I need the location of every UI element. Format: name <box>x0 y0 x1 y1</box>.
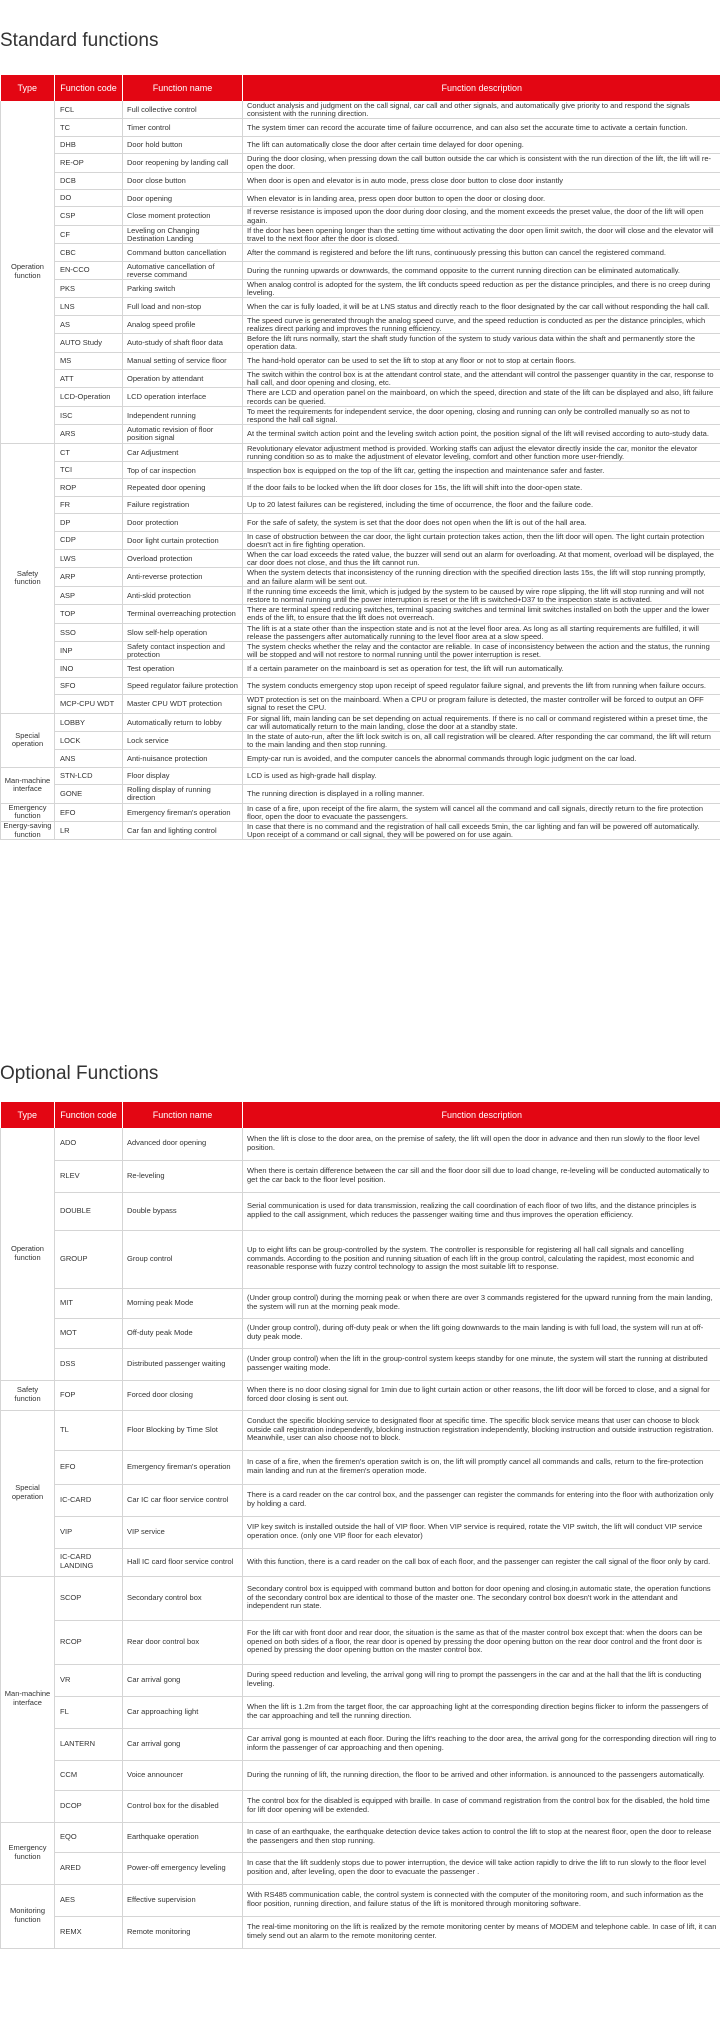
table-row <box>1 496 720 513</box>
cell-function-name: LCD operation interface <box>123 388 243 406</box>
cell-function-description: The lift can automatically close the door after certain time delayed for door opening. <box>243 136 720 153</box>
cell-function-name: Slow self-help operation <box>123 623 243 641</box>
optional-functions-table <box>0 1102 720 1949</box>
cell-type: Emergency function <box>1 803 55 821</box>
cell-function-description: Car arrival gong is mounted at each floor. During the lift's reaching to the door area, the arrival gong for the corresponding direction will ring to inform the passenger of car approaching and then opening. <box>243 1728 720 1760</box>
cell-function-name: Independent running <box>123 406 243 424</box>
cell-function-code: RLEV <box>55 1160 123 1192</box>
cell-function-name: Operation by attendant <box>123 369 243 387</box>
cell-function-description: In case that there is no command and the registration of hall call exceeds 5min, the car lighting and fan will be powered off automatically. Upon receipt of a command or call signal, they will be powered on for use again. <box>243 822 720 840</box>
cell-function-name: Anti-nuisance protection <box>123 750 243 767</box>
cell-function-name: Floor display <box>123 767 243 784</box>
table-row <box>1 803 720 821</box>
cell-type: Safety function <box>1 1380 55 1410</box>
cell-function-description: Up to eight lifts can be group-controlled by the system. The controller is responsible for registering all hall call signals and cancelling commands. According to the position and running situation of each lift in the group control, calculating the rapidest, most economic and reasonable response with fuzzy control technology to assign the most suitable lift to response. <box>243 1230 720 1288</box>
cell-function-name: Parking switch <box>123 279 243 297</box>
cell-function-description: Secondary control box is equipped with command button and botton for door opening and closing,in automatic state, the operation functions of the secondary control box are identical to those of the master one. The secondary control box doesn't work in the attendant and independent run state. <box>243 1576 720 1620</box>
cell-function-description: There are LCD and operation panel on the mainboard, on which the speed, direction and state of the lift can be displayed and also, lift failure records can be queried. <box>243 388 720 406</box>
table-row <box>1 1664 720 1696</box>
optional-functions-title: Optional Functions <box>0 1063 159 1084</box>
cell-function-code: TC <box>55 119 123 136</box>
cell-function-description: If the door has been opening longer than the setting time without activating the door open limit switch, the door will close and the elevator will travel to the next floor after the door is closed. <box>243 225 720 243</box>
cell-function-code: DSS <box>55 1348 123 1380</box>
cell-function-description: If the running time exceeds the limit, which is judged by the system to be caused by wire rope slipping, the lift will stop running and will not restore to normal running until the power interruption is reset or the lift is switched+D37 to the inspection state is activated. <box>243 586 720 604</box>
table-row <box>1 1410 720 1450</box>
table-row <box>1 1288 720 1318</box>
cell-function-name: Repeated door opening <box>123 479 243 496</box>
cell-type: Operation function <box>1 101 55 443</box>
cell-function-code: CSP <box>55 207 123 225</box>
cell-function-description: When the lift is close to the door area, on the premise of safety, the lift will open the door in advance and then run slowly to the floor level position. <box>243 1128 720 1160</box>
cell-function-code: MOT <box>55 1318 123 1348</box>
cell-function-name: Distributed passenger waiting <box>123 1348 243 1380</box>
cell-function-code: DOUBLE <box>55 1192 123 1230</box>
cell-function-description: The system conducts emergency stop upon receipt of speed regulator failure signal, and prevents the lift from running when failure occurs. <box>243 677 720 694</box>
cell-function-code: CF <box>55 225 123 243</box>
cell-function-code: AES <box>55 1884 123 1916</box>
cell-function-description: WDT protection is set on the mainboard. When a CPU or program failure is detected, the master controller will be forced to output an OFF signal to reset the CPU. <box>243 695 720 713</box>
table-row <box>1 1230 720 1288</box>
cell-function-code: DCOP <box>55 1790 123 1822</box>
cell-function-name: Control box for the disabled <box>123 1790 243 1822</box>
table-row <box>1 1516 720 1548</box>
cell-function-description: Empty-car run is avoided, and the computer cancels the abnormal commands through logic judgment on the car load. <box>243 750 720 767</box>
cell-function-name: Automatic revision of floor position signal <box>123 425 243 443</box>
table-row <box>1 244 720 261</box>
table-row <box>1 406 720 424</box>
cell-function-description: Inspection box is equipped on the top of the lift car, getting the inspection and maintenance safer and faster. <box>243 462 720 479</box>
cell-function-code: LWS <box>55 549 123 567</box>
header-type: Type <box>1 75 55 101</box>
cell-function-code: ATT <box>55 369 123 387</box>
cell-type: Special operation <box>1 713 55 767</box>
table-row <box>1 462 720 479</box>
cell-function-code: ARP <box>55 568 123 586</box>
table-row <box>1 514 720 531</box>
cell-function-name: Anti-skid protection <box>123 586 243 604</box>
cell-function-name: Car approaching light <box>123 1696 243 1728</box>
cell-function-code: EFO <box>55 803 123 821</box>
cell-function-description: (Under group control) during the morning peak or when there are over 3 commands registered for the upward running from the main landing, the system will run at the morning peak mode. <box>243 1288 720 1318</box>
cell-function-description: If a certain parameter on the mainboard is set as operation for test, the lift will run automatically. <box>243 660 720 677</box>
table-row <box>1 479 720 496</box>
cell-function-code: EQO <box>55 1822 123 1852</box>
cell-function-code: FCL <box>55 101 123 119</box>
cell-function-code: SCOP <box>55 1576 123 1620</box>
cell-function-description: In the state of auto-run, after the lift lock switch is on, all call registration will be cleared. After responding the car command, the lift will return to the main landing and then stop running. <box>243 732 720 750</box>
cell-function-code: VR <box>55 1664 123 1696</box>
cell-function-name: Full load and non-stop <box>123 298 243 315</box>
cell-function-name: Group control <box>123 1230 243 1288</box>
cell-function-name: Door close button <box>123 172 243 189</box>
cell-function-description: With RS485 communication cable, the control system is connected with the computer of the monitoring room, and such information as the floor position, running direction, and failure status of the lift is monitored through monitoring software. <box>243 1884 720 1916</box>
cell-function-code: ADO <box>55 1128 123 1160</box>
cell-function-name: Double bypass <box>123 1192 243 1230</box>
table-row <box>1 713 720 731</box>
cell-function-name: Rolling display of running direction <box>123 785 243 803</box>
cell-function-name: Door protection <box>123 514 243 531</box>
cell-function-description: Conduct the specific blocking service to designated floor at specific time. The specific block service means that user can choose to block outside call registration independently, blocking instruction registration independently, blocking instruction and outside instruction registration. Meanwhile, user can also choose not to block. <box>243 1410 720 1450</box>
table-row <box>1 750 720 767</box>
table-row <box>1 1348 720 1380</box>
cell-function-name: Speed regulator failure protection <box>123 677 243 694</box>
cell-type: Energy-saving function <box>1 822 55 840</box>
cell-function-code: MIT <box>55 1288 123 1318</box>
cell-function-name: Timer control <box>123 119 243 136</box>
cell-function-description: When the car is fully loaded, it will be at LNS status and directly reach to the floor designated by the car call without responding the hall call. <box>243 298 720 315</box>
cell-function-code: INP <box>55 642 123 660</box>
table-row <box>1 1318 720 1348</box>
cell-function-code: DO <box>55 189 123 206</box>
cell-function-code: LOBBY <box>55 713 123 731</box>
table-row <box>1 767 720 784</box>
table-row <box>1 189 720 206</box>
table-row <box>1 732 720 750</box>
table-row <box>1 642 720 660</box>
cell-function-name: Rear door control box <box>123 1620 243 1664</box>
cell-function-description: There are terminal speed reducing switches, terminal spacing switches and terminal limit switches installed on both the upper and the lower ends of the lift, to ensure that the lift does not overreach. <box>243 605 720 623</box>
table-row <box>1 1822 720 1852</box>
cell-function-code: ROP <box>55 479 123 496</box>
table-row <box>1 388 720 406</box>
table-row <box>1 1790 720 1822</box>
cell-function-name: Earthquake operation <box>123 1822 243 1852</box>
cell-function-description: Conduct analysis and judgment on the call signal, car call and other signals, and automatically give priority to and respond the signals consistent with the running direction. <box>243 101 720 119</box>
cell-function-description: The system checks whether the relay and the contactor are reliable. In case of inconsistency between the action and the status, the running will be stopped and will not restore to normal running until the power interruption is reset. <box>243 642 720 660</box>
cell-function-name: Floor Blocking by Time Slot <box>123 1410 243 1450</box>
cell-function-name: Remote monitoring <box>123 1916 243 1948</box>
header-function-name: Function name <box>123 75 243 101</box>
table-row <box>1 279 720 297</box>
cell-function-name: Command button cancellation <box>123 244 243 261</box>
table-row <box>1 1728 720 1760</box>
cell-function-name: Anti-reverse protection <box>123 568 243 586</box>
table-row <box>1 1696 720 1728</box>
cell-function-code: ARED <box>55 1852 123 1884</box>
header-function-code: Function code <box>55 1102 123 1128</box>
cell-type: Operation function <box>1 1128 55 1380</box>
cell-function-code: INO <box>55 660 123 677</box>
cell-function-description: The real-time monitoring on the lift is realized by the remote monitoring center by means of MODEM and telephone cable. In case of lift, it can timely send out an alarm to the remote monitoring center. <box>243 1916 720 1948</box>
cell-function-name: Door reopening by landing call <box>123 154 243 172</box>
table-row <box>1 298 720 315</box>
cell-function-code: AS <box>55 315 123 333</box>
table-row <box>1 531 720 549</box>
cell-function-description: The control box for the disabled is equipped with braille. In case of command registration from the control box for the disabled, the hold time for lift door opening will be extended. <box>243 1790 720 1822</box>
cell-function-name: Close moment protection <box>123 207 243 225</box>
cell-function-name: Terminal overreaching protection <box>123 605 243 623</box>
cell-function-description: In case that the lift suddenly stops due to power interruption, the device will take action rapidly to drive the lift to run slowly to the floor level position and, after leveling, open the door to evacuate the passenger . <box>243 1852 720 1884</box>
cell-function-name: Effective supervision <box>123 1884 243 1916</box>
cell-type: Safety function <box>1 443 55 713</box>
cell-function-code: ARS <box>55 425 123 443</box>
cell-function-description: The system timer can record the accurate time of failure occurrence, and can also set the accurate time to activate a certain function. <box>243 119 720 136</box>
table-row <box>1 225 720 243</box>
cell-function-code: DHB <box>55 136 123 153</box>
cell-function-code: GROUP <box>55 1230 123 1288</box>
cell-function-description: To meet the requirements for independent service, the door opening, closing and running can only be controlled manually so as not to respond the hall call signal. <box>243 406 720 424</box>
table-row <box>1 785 720 803</box>
table-row <box>1 1160 720 1192</box>
cell-function-code: CBC <box>55 244 123 261</box>
cell-function-code: LCD-Operation <box>55 388 123 406</box>
cell-function-code: ASP <box>55 586 123 604</box>
cell-function-name: Car arrival gong <box>123 1664 243 1696</box>
cell-function-name: Car arrival gong <box>123 1728 243 1760</box>
cell-function-description: During speed reduction and leveling, the arrival gong will ring to prompt the passengers in the car and at the hall that the lift is conducting leveling. <box>243 1664 720 1696</box>
table-row <box>1 549 720 567</box>
cell-function-description: When there is no door closing signal for 1min due to light curtain action or other reasons, the lift door will be forced to close, and a signal for forced door closing is sent out. <box>243 1380 720 1410</box>
cell-type: Special operation <box>1 1410 55 1576</box>
table-row <box>1 352 720 369</box>
table-row <box>1 568 720 586</box>
table-row <box>1 1916 720 1948</box>
table-row <box>1 261 720 279</box>
table-row <box>1 695 720 713</box>
cell-function-description: The speed curve is generated through the analog speed curve, and the speed reduction is conducted as per the distance principles, which realizes direct parking and improves the running efficiency. <box>243 315 720 333</box>
cell-function-name: Lock service <box>123 732 243 750</box>
cell-function-name: Hall IC card floor service control <box>123 1548 243 1576</box>
cell-function-code: DCB <box>55 172 123 189</box>
cell-function-name: Failure registration <box>123 496 243 513</box>
table-row <box>1 101 720 119</box>
cell-function-description: During the running upwards or downwards, the command opposite to the current running direction can be eliminated automatically. <box>243 261 720 279</box>
cell-function-code: IC-CARD <box>55 1484 123 1516</box>
table-row <box>1 660 720 677</box>
cell-function-name: Car Adjustment <box>123 443 243 461</box>
cell-function-description: The hand-hold operator can be used to set the lift to stop at any floor or not to stop at certain floors. <box>243 352 720 369</box>
cell-function-code: EFO <box>55 1450 123 1484</box>
cell-function-description: For the safe of safety, the system is set that the door does not open when the lift is out of the hall area. <box>243 514 720 531</box>
table-row <box>1 207 720 225</box>
table-row <box>1 315 720 333</box>
table-row <box>1 154 720 172</box>
cell-function-name: Analog speed profile <box>123 315 243 333</box>
standard-functions-table <box>0 75 720 840</box>
cell-function-name: Full collective control <box>123 101 243 119</box>
table-header-row <box>1 75 720 101</box>
cell-function-name: Door light curtain protection <box>123 531 243 549</box>
cell-function-description: If the door fails to be locked when the lift door closes for 15s, the lift will shift into the door-open state. <box>243 479 720 496</box>
header-function-description: Function description <box>243 1102 720 1128</box>
standard-functions-title: Standard functions <box>0 30 159 51</box>
cell-function-code: RE-OP <box>55 154 123 172</box>
cell-function-description: Before the lift runs normally, start the shaft study function of the system to study various data within the shaft and permanently store the operation data. <box>243 334 720 352</box>
cell-function-name: Emergency fireman's operation <box>123 1450 243 1484</box>
cell-function-name: Leveling on Changing Destination Landing <box>123 225 243 243</box>
cell-type: Emergency function <box>1 1822 55 1884</box>
cell-function-name: Door hold button <box>123 136 243 153</box>
table-row <box>1 1620 720 1664</box>
cell-function-name: Overload protection <box>123 549 243 567</box>
cell-function-code: REMX <box>55 1916 123 1948</box>
cell-function-description: Serial communication is used for data transmission, realizing the call coordination of each floor of two lifts, and the distance principles is applied to the call assignment, which reduces the passenger waiting time and thus improves the operation efficiency. <box>243 1192 720 1230</box>
cell-function-code: LNS <box>55 298 123 315</box>
cell-function-code: CT <box>55 443 123 461</box>
cell-function-description: If reverse resistance is imposed upon the door during door closing, and the moment exceeds the preset value, the door of the lift will open again. <box>243 207 720 225</box>
table-row <box>1 1128 720 1160</box>
cell-function-code: VIP <box>55 1516 123 1548</box>
cell-function-code: AUTO Study <box>55 334 123 352</box>
cell-function-code: SFO <box>55 677 123 694</box>
cell-function-description: When door is open and elevator is in auto mode, press close door button to close door instantly <box>243 172 720 189</box>
cell-function-description: When elevator is in landing area, press open door button to open the door or closing door. <box>243 189 720 206</box>
cell-function-code: TCI <box>55 462 123 479</box>
cell-function-code: TOP <box>55 605 123 623</box>
cell-function-name: Forced door closing <box>123 1380 243 1410</box>
table-row <box>1 822 720 840</box>
header-type: Type <box>1 1102 55 1128</box>
cell-function-code: EN-CCO <box>55 261 123 279</box>
cell-function-description: There is a card reader on the car control box, and the passenger can register the commands for entering into the floor with authorization only by holding a card. <box>243 1484 720 1516</box>
cell-function-name: Secondary control box <box>123 1576 243 1620</box>
cell-function-description: (Under group control), during off-duty peak or when the lift going downwards to the main landing is with full load, the system will run at off-duty peak mode. <box>243 1318 720 1348</box>
cell-function-description: When the lift is 1.2m from the target floor, the car approaching light at the corresponding direction begins flicker to inform the passengers of the car approaching and tell the running direction. <box>243 1696 720 1728</box>
table-row <box>1 1548 720 1576</box>
cell-type: Man-machine interface <box>1 767 55 803</box>
table-row <box>1 1576 720 1620</box>
table-row <box>1 443 720 461</box>
table-row <box>1 623 720 641</box>
cell-function-description: Up to 20 latest failures can be registered, including the time of occurrence, the floor and the failure code. <box>243 496 720 513</box>
table-row <box>1 1484 720 1516</box>
cell-function-name: VIP service <box>123 1516 243 1548</box>
cell-function-description: In case of a fire, when the firemen's operation switch is on, the lift will promptly cancel all commands and calls, return to the fire-protection main landing and run at the firemen's operation mode. <box>243 1450 720 1484</box>
table-row <box>1 1760 720 1790</box>
table-row <box>1 1884 720 1916</box>
cell-function-code: SSO <box>55 623 123 641</box>
cell-function-description: After the command is registered and before the lift runs, continuously pressing this button can cancel the registered command. <box>243 244 720 261</box>
cell-function-code: MCP-CPU WDT <box>55 695 123 713</box>
cell-function-description: When there is certain difference between the car sill and the floor door sill due to load change, re-leveling will be conducted automatically to get the car back to the floor level position. <box>243 1160 720 1192</box>
cell-function-code: PKS <box>55 279 123 297</box>
table-row <box>1 172 720 189</box>
cell-function-description: When the system detects that inconsistency of the running direction with the specified direction lasts 15s, the lift will stop running promptly, and an failure alarm will be sent out. <box>243 568 720 586</box>
cell-function-name: Top of car inspection <box>123 462 243 479</box>
table-row <box>1 1380 720 1410</box>
table-row <box>1 425 720 443</box>
cell-function-code: CCM <box>55 1760 123 1790</box>
cell-function-code: RCOP <box>55 1620 123 1664</box>
table-row <box>1 1450 720 1484</box>
cell-function-name: Test operation <box>123 660 243 677</box>
cell-function-description: The lift is at a state other than the inspection state and is not at the level floor area. As long as all starting requirements are fulfilled, it will release the passengers after automatically running to the level floor area at a slow speed. <box>243 623 720 641</box>
cell-function-code: IC-CARD LANDING <box>55 1548 123 1576</box>
cell-type: Monitoring function <box>1 1884 55 1948</box>
cell-function-description: The running direction is displayed in a rolling manner. <box>243 785 720 803</box>
table-row <box>1 586 720 604</box>
cell-function-code: FR <box>55 496 123 513</box>
cell-function-description: During the door closing, when pressing down the call button outside the car which is consistent with the run direction of the lift, the lift will re-open the door. <box>243 154 720 172</box>
cell-function-name: Morning peak Mode <box>123 1288 243 1318</box>
cell-function-description: Revolutionary elevator adjustment method is provided. Working staffs can adjust the elevator directly inside the car, monitor the elevator running condition so as to make the adjustment of elevator leveling, comfort and other function more user-friendly. <box>243 443 720 461</box>
cell-function-code: TL <box>55 1410 123 1450</box>
cell-function-name: Manual setting of service floor <box>123 352 243 369</box>
cell-function-name: Off-duty peak Mode <box>123 1318 243 1348</box>
cell-function-name: Automative cancellation of reverse command <box>123 261 243 279</box>
table-row <box>1 677 720 694</box>
cell-function-code: MS <box>55 352 123 369</box>
cell-function-description: For the lift car with front door and rear door, the situation is the same as that of the master control box except that: when the doors can be opened on both sides of a floor, the rear door is opened by pressing the door opening button on the rear door control and the front door is opened by pressing the door opening button on the master control box. <box>243 1620 720 1664</box>
cell-function-description: In case of an earthquake, the earthquake detection device takes action to control the lift to stop at the nearest floor, open the door to release the passengers and then stop running. <box>243 1822 720 1852</box>
cell-function-description: In case of obstruction between the car door, the light curtain protection takes action, then the lift door will open. The light curtain protection doesn't act in fire fighting operation. <box>243 531 720 549</box>
cell-function-name: Power-off emergency leveling <box>123 1852 243 1884</box>
cell-function-code: CDP <box>55 531 123 549</box>
table-row <box>1 136 720 153</box>
cell-function-description: VIP key switch is installed outside the hall of VIP floor. When VIP service is required, rotate the VIP switch, the lift will conduct VIP service operation once. (only one VIP floor for each elevator) <box>243 1516 720 1548</box>
cell-function-description: At the terminal switch action point and the leveling switch action point, the position signal of the lift will revised according to auto-study data. <box>243 425 720 443</box>
cell-function-description: For signal lift, main landing can be set depending on actual requirements. If there is no call or command registered within a preset time, the car will automatically return to the main landing, close the door at a standby state. <box>243 713 720 731</box>
table-row <box>1 369 720 387</box>
cell-function-name: Automatically return to lobby <box>123 713 243 731</box>
cell-function-name: Master CPU WDT protection <box>123 695 243 713</box>
cell-function-name: Re-leveling <box>123 1160 243 1192</box>
cell-function-code: DP <box>55 514 123 531</box>
cell-function-code: STN-LCD <box>55 767 123 784</box>
header-function-code: Function code <box>55 75 123 101</box>
cell-function-description: In case of a fire, upon receipt of the fire alarm, the system will cancel all the command and call signals, directly return to the fire protection floor, open the door to evacuate the passengers. <box>243 803 720 821</box>
header-function-description: Function description <box>243 75 720 101</box>
cell-function-code: LR <box>55 822 123 840</box>
table-row <box>1 1852 720 1884</box>
table-row <box>1 334 720 352</box>
cell-function-description: LCD is used as high-grade hall display. <box>243 767 720 784</box>
cell-function-name: Car fan and lighting control <box>123 822 243 840</box>
cell-function-code: LANTERN <box>55 1728 123 1760</box>
cell-function-code: FOP <box>55 1380 123 1410</box>
table-row <box>1 1192 720 1230</box>
table-row <box>1 119 720 136</box>
cell-function-name: Door opening <box>123 189 243 206</box>
cell-function-code: FL <box>55 1696 123 1728</box>
cell-function-description: During the running of lift, the running direction, the floor to be arrived and other information. is announced to the passengers automatically. <box>243 1760 720 1790</box>
cell-function-description: With this function, there is a card reader on the call box of each floor, and the passenger can register the call signal of the floor only by card. <box>243 1548 720 1576</box>
cell-function-code: ANS <box>55 750 123 767</box>
cell-function-code: ISC <box>55 406 123 424</box>
cell-function-description: When the car load exceeds the rated value, the buzzer will send out an alarm for overloading. At that moment, overload will be displayed, the car door does not close, and thus the lift cannot run. <box>243 549 720 567</box>
cell-function-name: Advanced door opening <box>123 1128 243 1160</box>
cell-function-description: When analog control is adopted for the system, the lift conducts speed reduction as per the distance principles, and there is no creep during leveling. <box>243 279 720 297</box>
cell-function-code: LOCK <box>55 732 123 750</box>
cell-function-name: Auto-study of shaft floor data <box>123 334 243 352</box>
cell-function-description: (Under group control) when the lift in the group-control system keeps standby for one minute, the system will start the running at distributed passenger waiting mode. <box>243 1348 720 1380</box>
cell-function-name: Voice announcer <box>123 1760 243 1790</box>
cell-type: Man-machine interface <box>1 1576 55 1822</box>
cell-function-description: The switch within the control box is at the attendant control state, and the attendant will control the passenger quantity in the car, response to hall call, and door opening and closing, etc. <box>243 369 720 387</box>
cell-function-name: Car IC car floor service control <box>123 1484 243 1516</box>
cell-function-name: Safety contact inspection and protection <box>123 642 243 660</box>
table-header-row <box>1 1102 720 1128</box>
cell-function-name: Emergency fireman's operation <box>123 803 243 821</box>
header-function-name: Function name <box>123 1102 243 1128</box>
table-row <box>1 605 720 623</box>
cell-function-code: GONE <box>55 785 123 803</box>
